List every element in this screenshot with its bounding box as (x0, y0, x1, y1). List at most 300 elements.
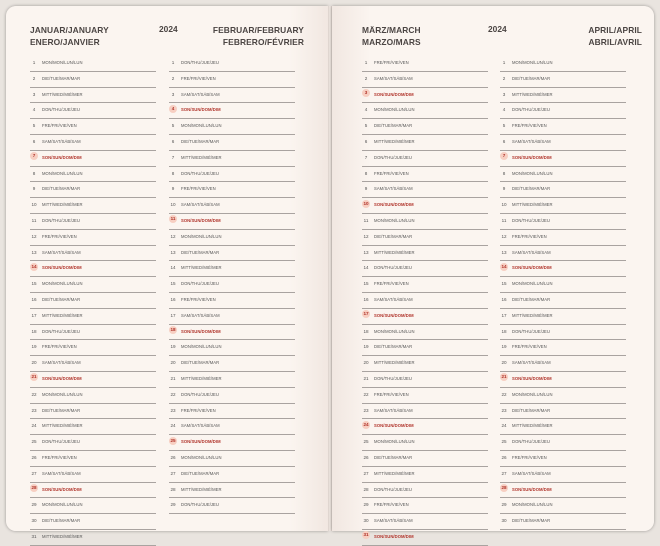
day-number: 9 (502, 186, 506, 192)
day-number: 20 (31, 360, 37, 366)
day-row[interactable] (30, 325, 156, 341)
day-row[interactable] (169, 293, 295, 309)
weekday-label: MON/MON/LUN/LUN (181, 344, 222, 350)
day-number: 19 (170, 344, 176, 350)
day-number: 17 (170, 312, 176, 318)
weekday-label: DIE/TUE/MAR/MAR (374, 123, 413, 129)
day-row-sunday[interactable] (500, 372, 626, 388)
day-row-sunday[interactable] (500, 151, 626, 167)
weekday-label: FRE/FRI/VIE/VEN (512, 233, 547, 239)
day-row[interactable] (362, 103, 488, 119)
weekday-label: MON/MON/LUN/LUN (42, 60, 83, 65)
day-number: 23 (501, 407, 507, 413)
day-number: 10 (170, 202, 176, 208)
day-number: 5 (171, 123, 175, 129)
weekday-label: SON/SUN/DOM/DIM (512, 375, 552, 381)
day-row[interactable] (169, 356, 295, 372)
day-row[interactable] (30, 451, 156, 467)
day-row[interactable] (169, 135, 295, 151)
day-number: 19 (501, 344, 507, 350)
day-row[interactable] (169, 419, 295, 435)
day-number: 21 (363, 375, 369, 381)
day-row[interactable] (500, 404, 626, 420)
day-row[interactable] (169, 56, 295, 72)
weekday-label: DIE/TUE/MAR/MAR (512, 75, 551, 81)
day-row[interactable] (30, 293, 156, 309)
weekday-label: MITT/WED/MIÉ/MER (42, 423, 83, 429)
weekday-label: DON/THU/JUE/JEU (374, 154, 412, 160)
weekday-label: FRE/FRI/VIE/VEN (181, 186, 216, 192)
day-row[interactable] (169, 451, 295, 467)
day-row[interactable] (30, 72, 156, 88)
day-row[interactable] (30, 103, 156, 119)
april-header (588, 24, 642, 48)
weekday-label: SAM/SAT/SÁB/SAM (181, 423, 220, 429)
day-row[interactable] (362, 404, 488, 420)
day-number: 4 (502, 107, 506, 113)
day-row[interactable] (362, 230, 488, 246)
day-number: 8 (32, 170, 36, 176)
weekday-label: SAM/SAT/SÁB/SAM (512, 138, 551, 144)
day-number: 11 (363, 217, 369, 223)
weekday-label: SAM/SAT/SÁB/SAM (181, 312, 220, 318)
day-row[interactable] (500, 198, 626, 214)
day-row[interactable] (500, 246, 626, 262)
day-number: 9 (171, 186, 175, 192)
day-number: 28 (31, 485, 37, 491)
weekday-label: MON/MON/LUN/LUN (42, 170, 83, 176)
day-row[interactable] (500, 135, 626, 151)
day-row[interactable] (169, 167, 295, 183)
day-number: 28 (363, 486, 369, 492)
weekday-label: SAM/SAT/SÁB/SAM (512, 360, 551, 366)
day-number: 14 (31, 263, 37, 269)
day-number: 20 (170, 360, 176, 366)
day-number: 26 (363, 454, 369, 460)
day-row-sunday[interactable] (169, 214, 295, 230)
day-row[interactable] (30, 198, 156, 214)
day-row[interactable] (30, 404, 156, 420)
day-row[interactable] (169, 467, 295, 483)
day-number: 22 (501, 391, 507, 397)
day-number: 24 (501, 423, 507, 429)
day-row[interactable] (169, 309, 295, 325)
day-number: 21 (501, 374, 507, 380)
weekday-label: MITT/WED/MIÉ/MER (42, 202, 83, 208)
day-row[interactable] (30, 356, 156, 372)
weekday-label: SON/SUN/DOM/DIM (374, 533, 414, 539)
day-row[interactable] (30, 230, 156, 246)
day-number: 31 (363, 532, 369, 538)
weekday-label: SAM/SAT/SÁB/SAM (374, 186, 413, 192)
day-row[interactable] (500, 325, 626, 341)
day-number: 19 (31, 344, 37, 350)
day-row[interactable] (362, 483, 488, 499)
day-row[interactable] (362, 467, 488, 483)
day-row[interactable] (362, 356, 488, 372)
day-number: 12 (363, 233, 369, 239)
day-row[interactable] (169, 119, 295, 135)
day-row[interactable] (500, 88, 626, 104)
day-row[interactable] (169, 230, 295, 246)
day-number: 13 (31, 249, 37, 255)
day-number: 25 (31, 439, 37, 445)
day-number: 2 (364, 75, 368, 81)
january-title: JANUAR/JANUARY (30, 25, 109, 35)
day-row[interactable] (362, 435, 488, 451)
day-row[interactable] (500, 498, 626, 514)
day-number: 11 (31, 217, 37, 223)
weekday-label: MITT/WED/MIÉ/MER (181, 154, 222, 160)
day-row[interactable] (500, 388, 626, 404)
weekday-label: SAM/SAT/SÁB/SAM (512, 470, 551, 476)
weekday-label: MON/MON/LUN/LUN (374, 107, 415, 113)
day-number: 7 (500, 152, 508, 160)
day-row-sunday[interactable] (30, 261, 156, 277)
day-row[interactable] (169, 277, 295, 293)
weekday-label: MITT/WED/MIÉ/MER (512, 202, 553, 208)
day-number: 7 (171, 154, 175, 160)
weekday-label: SON/SUN/DOM/DIM (512, 486, 552, 492)
year-label-right: 2024 (488, 24, 507, 34)
day-number: 1 (32, 60, 36, 65)
day-row[interactable] (30, 498, 156, 514)
left-page (6, 6, 328, 539)
day-row-sunday[interactable] (362, 309, 488, 325)
day-number: 31 (31, 533, 37, 539)
weekday-label: FRE/FRI/VIE/VEN (374, 391, 409, 397)
day-number: 6 (502, 138, 506, 144)
day-number: 14 (170, 265, 176, 271)
day-row[interactable] (169, 372, 295, 388)
day-row[interactable] (30, 88, 156, 104)
day-number: 18 (501, 328, 507, 334)
weekday-label: SON/SUN/DOM/DIM (512, 265, 552, 271)
weekday-label: SAM/SAT/SÁB/SAM (42, 249, 81, 255)
day-number: 25 (363, 439, 369, 445)
weekday-label: SON/SUN/DOM/DIM (374, 91, 414, 97)
day-row-sunday[interactable] (169, 103, 295, 119)
day-row[interactable] (500, 467, 626, 483)
right-page (332, 6, 654, 539)
day-row[interactable] (362, 451, 488, 467)
april-title: APRIL/APRIL (588, 25, 642, 35)
day-number: 17 (501, 312, 507, 318)
weekday-label: DIE/TUE/MAR/MAR (42, 75, 81, 81)
day-row[interactable] (30, 214, 156, 230)
day-row[interactable] (169, 340, 295, 356)
day-row[interactable] (362, 72, 488, 88)
day-number: 27 (501, 470, 507, 476)
day-row[interactable] (362, 388, 488, 404)
day-row[interactable] (30, 119, 156, 135)
day-row[interactable] (362, 119, 488, 135)
weekday-label: FRE/FRI/VIE/VEN (512, 454, 547, 460)
day-row[interactable] (362, 340, 488, 356)
day-number: 1 (171, 60, 175, 65)
day-row[interactable] (169, 404, 295, 420)
day-number: 23 (170, 407, 176, 413)
day-row[interactable] (500, 72, 626, 88)
day-number: 15 (31, 281, 37, 287)
day-number: 3 (502, 91, 506, 97)
weekday-label: SAM/SAT/SÁB/SAM (374, 518, 413, 524)
day-row[interactable] (30, 277, 156, 293)
february-subtitle: FEBRERO/FÉVRIER (222, 37, 304, 47)
weekday-label: DON/THU/JUE/JEU (374, 486, 412, 492)
weekday-label: FRE/FRI/VIE/VEN (42, 233, 77, 239)
day-row-sunday[interactable] (30, 483, 156, 499)
day-row[interactable] (362, 214, 488, 230)
day-number: 21 (31, 374, 37, 380)
weekday-label: SAM/SAT/SÁB/SAM (512, 249, 551, 255)
weekday-label: MITT/WED/MIÉ/MER (42, 91, 83, 97)
weekday-label: MITT/WED/MIÉ/MER (512, 91, 553, 97)
weekday-label: FRE/FRI/VIE/VEN (42, 344, 77, 350)
day-row[interactable] (169, 88, 295, 104)
weekday-label: DON/THU/JUE/JEU (42, 328, 80, 334)
day-number: 4 (32, 107, 36, 113)
day-number: 29 (501, 502, 507, 508)
day-row[interactable] (500, 356, 626, 372)
day-number: 26 (170, 454, 176, 460)
day-number: 6 (171, 138, 175, 144)
day-row[interactable] (500, 103, 626, 119)
weekday-label: MON/MON/LUN/LUN (374, 439, 415, 445)
day-row-sunday[interactable] (362, 88, 488, 104)
weekday-label: SON/SUN/DOM/DIM (42, 375, 82, 381)
day-row-sunday[interactable] (169, 325, 295, 341)
day-number: 29 (31, 502, 37, 508)
weekday-label: DON/THU/JUE/JEU (374, 265, 412, 271)
weekday-label: FRE/FRI/VIE/VEN (374, 60, 409, 65)
day-row-sunday[interactable] (500, 261, 626, 277)
day-number: 2 (32, 75, 36, 81)
day-number: 1 (502, 60, 506, 65)
day-row-sunday[interactable] (500, 483, 626, 499)
day-number: 23 (31, 407, 37, 413)
day-number: 7 (30, 152, 38, 160)
day-number: 12 (31, 233, 37, 239)
day-row[interactable] (169, 198, 295, 214)
day-row[interactable] (362, 293, 488, 309)
day-row[interactable] (30, 167, 156, 183)
weekday-label: FRE/FRI/VIE/VEN (512, 123, 547, 129)
day-number: 9 (364, 186, 368, 192)
day-row[interactable] (30, 246, 156, 262)
day-row[interactable] (169, 151, 295, 167)
day-row[interactable] (500, 514, 626, 530)
march-title: MÄRZ/MARCH (362, 25, 421, 35)
day-row[interactable] (362, 151, 488, 167)
day-number: 22 (170, 391, 176, 397)
weekday-label: DIE/TUE/MAR/MAR (374, 344, 413, 350)
day-row[interactable] (362, 498, 488, 514)
day-number: 3 (362, 89, 370, 97)
weekday-label: SAM/SAT/SÁB/SAM (42, 360, 81, 366)
weekday-label: DON/THU/JUE/JEU (42, 107, 80, 113)
day-row-sunday[interactable] (169, 435, 295, 451)
day-row[interactable] (500, 451, 626, 467)
day-row[interactable] (500, 419, 626, 435)
weekday-label: DIE/TUE/MAR/MAR (42, 407, 81, 413)
day-number: 29 (363, 502, 369, 508)
day-number: 10 (363, 200, 369, 206)
weekday-label: FRE/FRI/VIE/VEN (512, 344, 547, 350)
day-row[interactable] (500, 230, 626, 246)
day-number: 3 (171, 91, 175, 97)
day-number: 13 (501, 249, 507, 255)
day-number: 27 (31, 470, 37, 476)
day-row[interactable] (500, 435, 626, 451)
day-row[interactable] (500, 309, 626, 325)
weekday-label: MITT/WED/MIÉ/MER (512, 312, 553, 318)
day-row[interactable] (30, 530, 156, 546)
day-row-sunday[interactable] (362, 198, 488, 214)
day-number: 27 (170, 470, 176, 476)
weekday-label: DON/THU/JUE/JEU (181, 281, 219, 287)
weekday-label: FRE/FRI/VIE/VEN (181, 75, 216, 81)
day-number: 7 (364, 154, 368, 160)
day-row[interactable] (169, 388, 295, 404)
day-row[interactable] (169, 182, 295, 198)
day-row[interactable] (362, 325, 488, 341)
day-row[interactable] (169, 261, 295, 277)
day-number: 11 (501, 217, 507, 223)
weekday-label: SON/SUN/DOM/DIM (374, 423, 414, 429)
weekday-label: MITT/WED/MIÉ/MER (374, 470, 415, 476)
day-row[interactable] (30, 340, 156, 356)
weekday-label: MON/MON/LUN/LUN (374, 217, 415, 223)
day-number: 18 (170, 327, 176, 333)
day-row[interactable] (169, 483, 295, 499)
day-row[interactable] (500, 56, 626, 72)
weekday-label: SON/SUN/DOM/DIM (181, 328, 221, 334)
day-row[interactable] (30, 435, 156, 451)
day-row[interactable] (500, 167, 626, 183)
day-row[interactable] (500, 119, 626, 135)
day-row[interactable] (362, 167, 488, 183)
day-number: 30 (501, 518, 507, 524)
weekday-label: MITT/WED/MIÉ/MER (181, 375, 222, 381)
weekday-label: DON/THU/JUE/JEU (42, 439, 80, 445)
day-row[interactable] (30, 56, 156, 72)
day-row[interactable] (362, 182, 488, 198)
weekday-label: DON/THU/JUE/JEU (181, 170, 219, 176)
day-number: 26 (501, 454, 507, 460)
weekday-label: MON/MON/LUN/LUN (374, 328, 415, 334)
day-number: 13 (170, 249, 176, 255)
march-subtitle: MARZO/MARS (362, 37, 421, 47)
day-number: 2 (171, 75, 175, 81)
day-row[interactable] (30, 135, 156, 151)
weekday-label: MON/MON/LUN/LUN (512, 502, 553, 508)
day-row-sunday[interactable] (362, 419, 488, 435)
day-number: 12 (170, 233, 176, 239)
weekday-label: DON/THU/JUE/JEU (374, 375, 412, 381)
day-number: 18 (363, 328, 369, 334)
weekday-label: SON/SUN/DOM/DIM (181, 107, 221, 113)
weekday-label: DON/THU/JUE/JEU (512, 107, 550, 113)
day-number: 9 (32, 186, 36, 192)
day-row[interactable] (169, 498, 295, 514)
day-row-sunday[interactable] (30, 151, 156, 167)
weekday-label: SON/SUN/DOM/DIM (374, 202, 414, 208)
weekday-label: FRE/FRI/VIE/VEN (374, 170, 409, 176)
day-number: 25 (501, 439, 507, 445)
day-number: 10 (31, 202, 37, 208)
weekday-label: MON/MON/LUN/LUN (42, 502, 83, 508)
day-row[interactable] (362, 261, 488, 277)
day-row-sunday[interactable] (362, 530, 488, 546)
day-number: 20 (501, 360, 507, 366)
march-column (362, 56, 488, 546)
day-row[interactable] (169, 246, 295, 262)
weekday-label: DIE/TUE/MAR/MAR (42, 186, 81, 192)
day-number: 14 (501, 263, 507, 269)
day-number: 13 (363, 249, 369, 255)
day-number: 8 (502, 170, 506, 176)
day-row-sunday[interactable] (30, 372, 156, 388)
day-row[interactable] (30, 419, 156, 435)
day-row[interactable] (362, 135, 488, 151)
day-row[interactable] (362, 246, 488, 262)
weekday-label: MITT/WED/MIÉ/MER (181, 265, 222, 271)
weekday-label: SAM/SAT/SÁB/SAM (374, 296, 413, 302)
day-row[interactable] (500, 182, 626, 198)
weekday-label: DIE/TUE/MAR/MAR (42, 518, 81, 524)
weekday-label: SON/SUN/DOM/DIM (181, 217, 221, 223)
day-number: 4 (169, 105, 177, 113)
day-number: 28 (170, 486, 176, 492)
day-number: 4 (364, 107, 368, 113)
day-number: 16 (501, 296, 507, 302)
day-number: 6 (364, 138, 368, 144)
day-row[interactable] (362, 277, 488, 293)
day-number: 3 (32, 91, 36, 97)
day-row[interactable] (362, 56, 488, 72)
day-row[interactable] (30, 182, 156, 198)
day-number: 24 (363, 421, 369, 427)
day-row[interactable] (362, 372, 488, 388)
weekday-label: MON/MON/LUN/LUN (181, 454, 222, 460)
day-number: 18 (31, 328, 37, 334)
day-row[interactable] (362, 514, 488, 530)
day-row[interactable] (30, 309, 156, 325)
day-number: 5 (502, 123, 506, 129)
weekday-label: FRE/FRI/VIE/VEN (181, 407, 216, 413)
day-row[interactable] (30, 467, 156, 483)
day-row[interactable] (30, 388, 156, 404)
day-row[interactable] (500, 293, 626, 309)
day-number: 15 (363, 281, 369, 287)
day-row[interactable] (500, 340, 626, 356)
day-row[interactable] (500, 277, 626, 293)
april-subtitle: ABRIL/AVRIL (588, 37, 642, 47)
day-row[interactable] (500, 214, 626, 230)
weekday-label: SAM/SAT/SÁB/SAM (181, 202, 220, 208)
day-row[interactable] (30, 514, 156, 530)
day-row[interactable] (169, 72, 295, 88)
weekday-label: FRE/FRI/VIE/VEN (42, 123, 77, 129)
weekday-label: DIE/TUE/MAR/MAR (512, 186, 551, 192)
weekday-label: SON/SUN/DOM/DIM (42, 265, 82, 271)
weekday-label: FRE/FRI/VIE/VEN (181, 296, 216, 302)
day-number: 22 (31, 391, 37, 397)
weekday-label: MITT/WED/MIÉ/MER (512, 423, 553, 429)
day-number: 21 (170, 375, 176, 381)
day-number: 11 (170, 216, 176, 222)
